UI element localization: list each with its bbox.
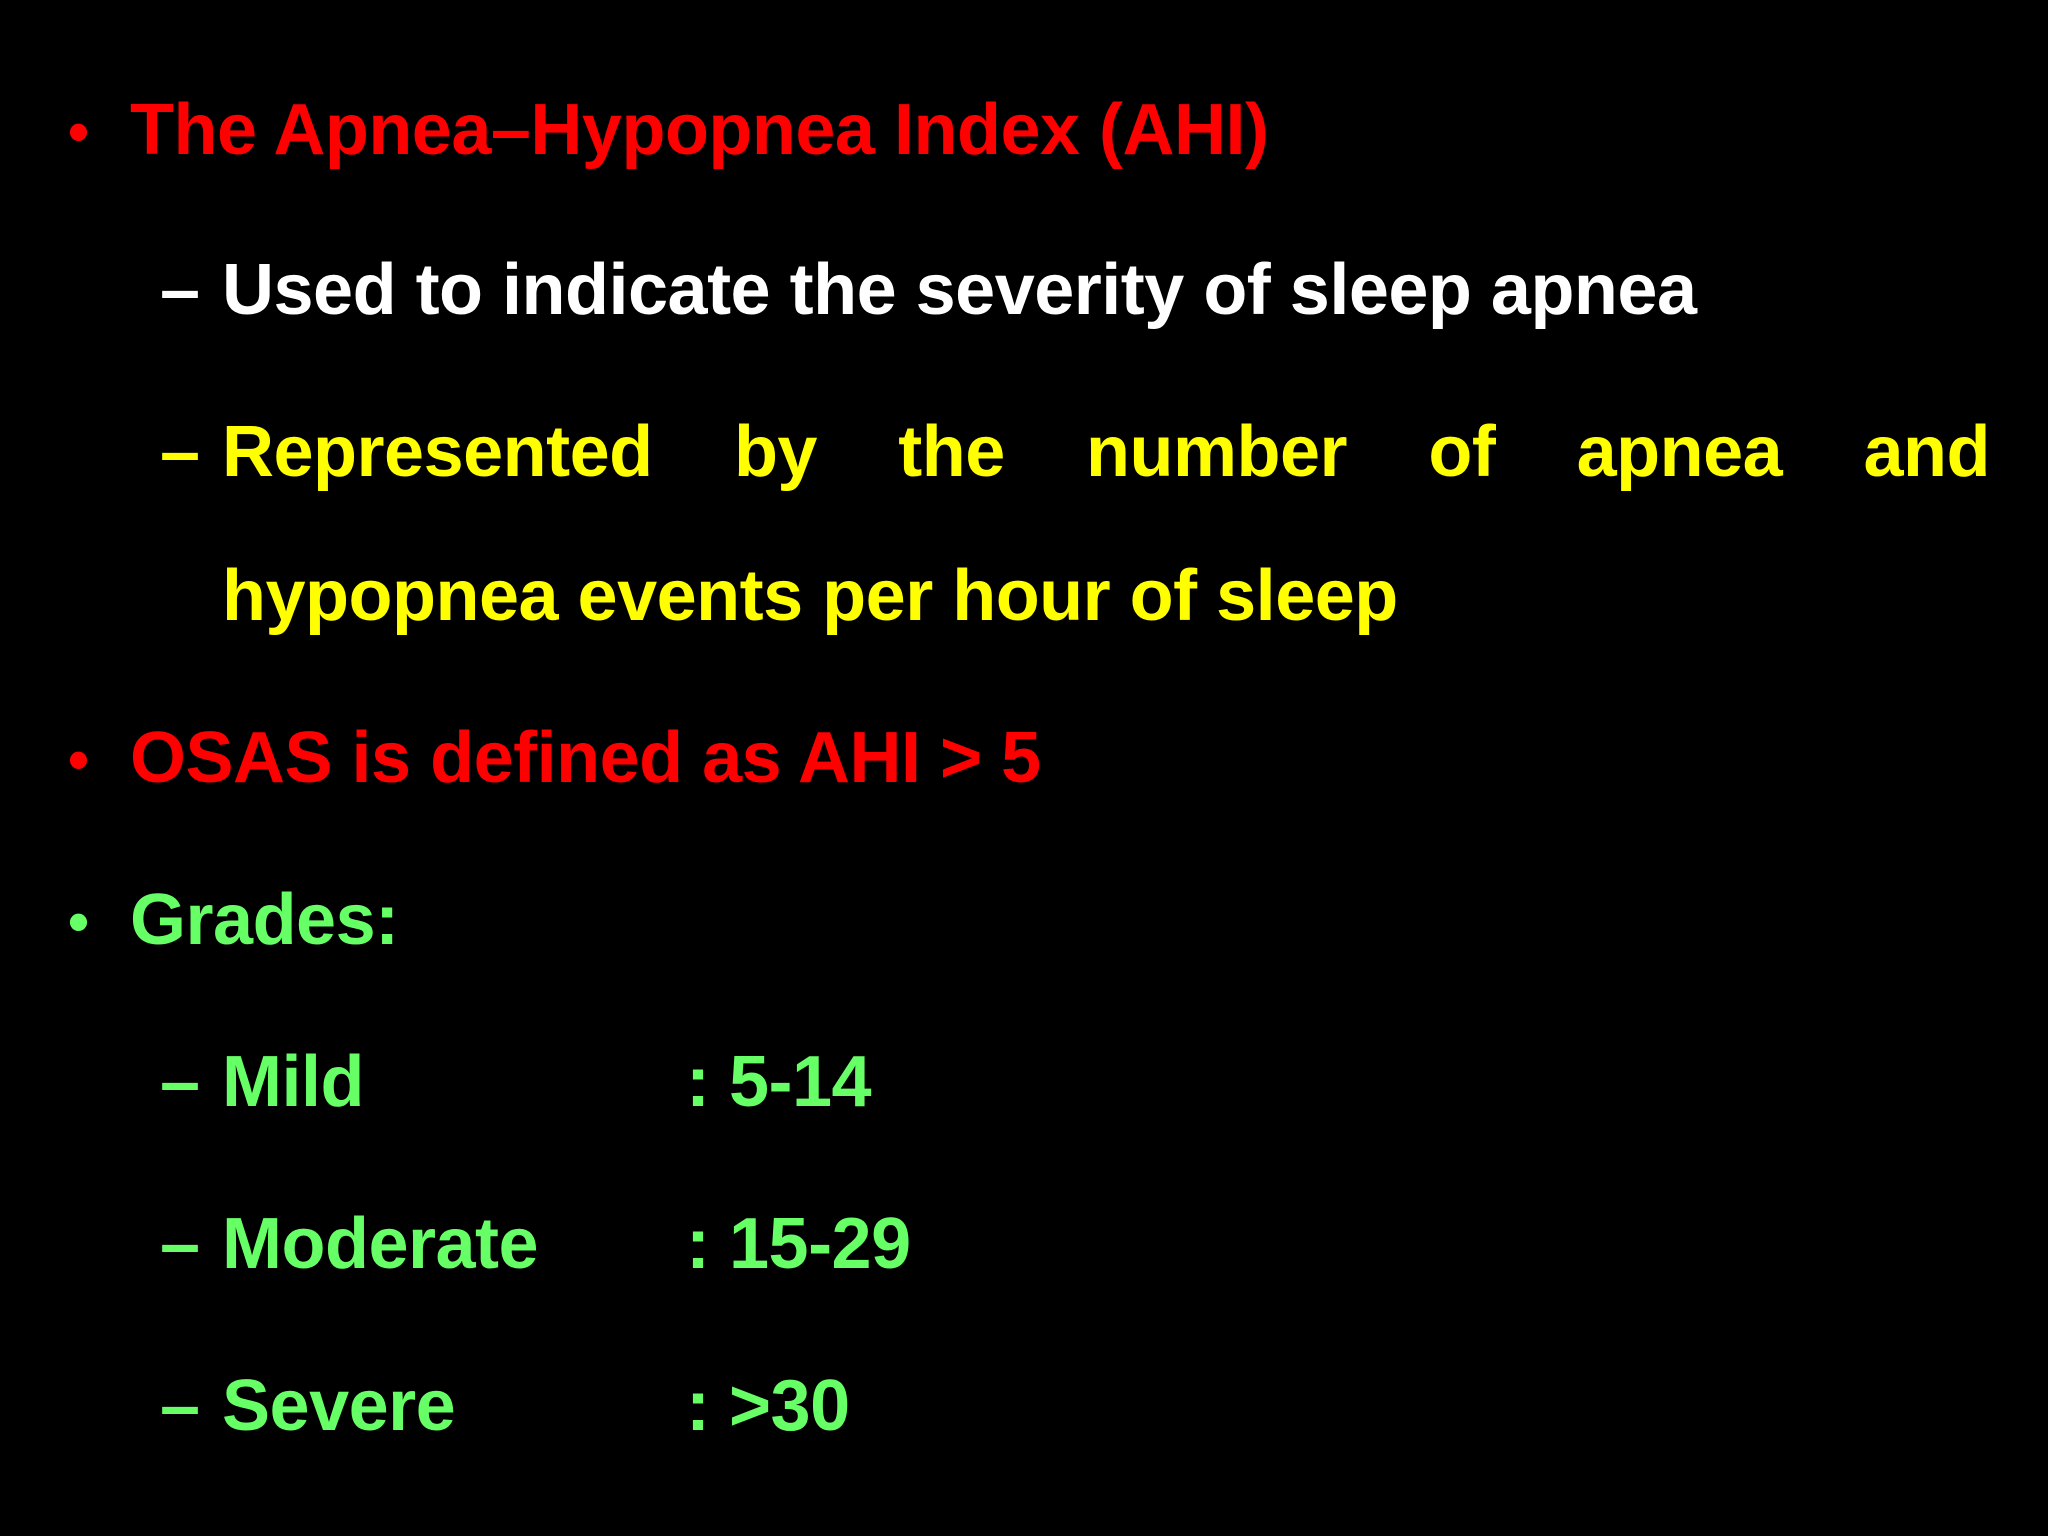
severity-text: Used to indicate the severity of sleep apnea xyxy=(222,250,1697,330)
word: number xyxy=(1086,412,1348,492)
dash-icon: – xyxy=(160,1042,201,1122)
ahi-heading: The Apnea–Hypopnea Index (AHI) xyxy=(130,90,1269,170)
grade-value-moderate: : 15-29 xyxy=(686,1204,911,1284)
grade-value-mild: : 5-14 xyxy=(686,1042,872,1122)
dash-icon: – xyxy=(160,250,201,330)
definition-line-2: hypopnea events per hour of sleep xyxy=(222,556,1398,636)
word: by xyxy=(733,412,817,492)
dash-icon: – xyxy=(160,1204,201,1284)
word: apnea xyxy=(1576,412,1783,492)
bullet-icon: • xyxy=(68,98,90,165)
grade-name-mild: Mild xyxy=(222,1042,364,1122)
bullet-icon: • xyxy=(68,726,90,793)
definition-line-1 xyxy=(222,412,1990,492)
grade-name-severe: Severe xyxy=(222,1366,456,1446)
word: of xyxy=(1428,412,1496,492)
dash-icon: – xyxy=(160,1366,201,1446)
grade-value-severe: : >30 xyxy=(686,1366,850,1446)
bullet-icon: • xyxy=(68,888,90,955)
dash-icon: – xyxy=(160,412,201,492)
grades-heading: Grades: xyxy=(130,880,399,960)
grade-name-moderate: Moderate xyxy=(222,1204,539,1284)
osas-definition: OSAS is defined as AHI > 5 xyxy=(130,718,1041,798)
word: and xyxy=(1863,412,1990,492)
word: Represented xyxy=(222,412,653,492)
word: the xyxy=(898,412,1005,492)
